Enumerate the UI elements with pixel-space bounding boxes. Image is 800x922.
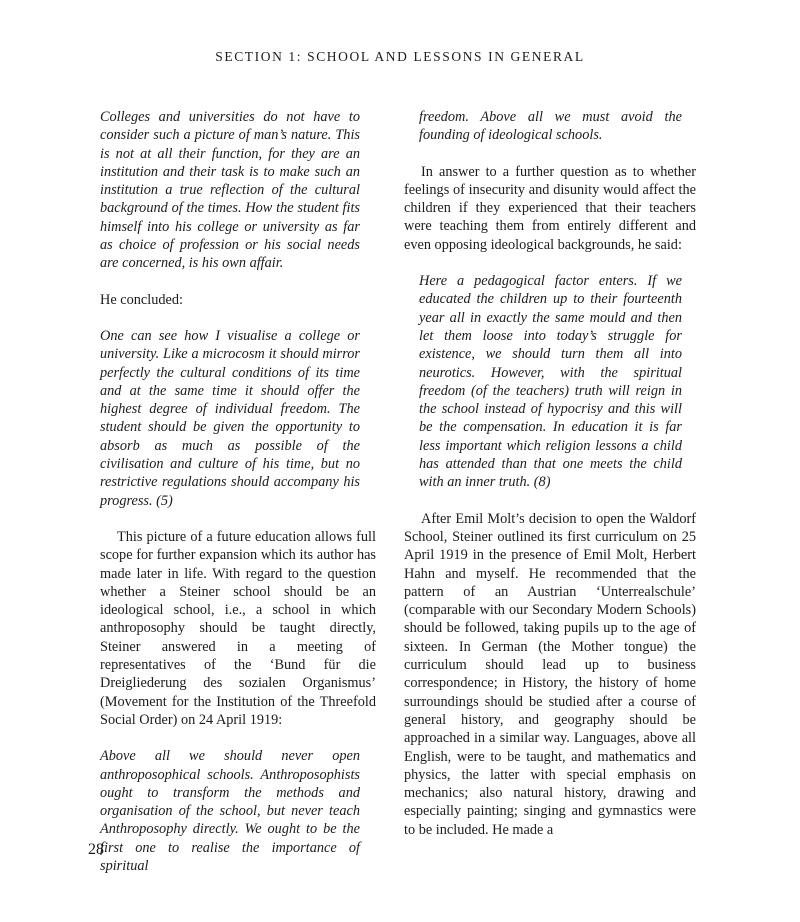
page-number: 28: [88, 841, 104, 858]
running-header: SECTION 1: SCHOOL AND LESSONS IN GENERAL: [215, 49, 585, 64]
paragraph: After Emil Molt’s decision to open the Waldorf School, Steiner outlined its first curriculum on 25 April 1919 in the presence of Emil Molt, Herbert Hahn and myself. He recommended that the pattern of an Austrian ‘Unterrealschule’ (comparable with our Secondary Modern Schools) should be followed, taking pupils up to the age of sixteen. In German (the Mother tongue) the curriculum should lead up to business correspondence; in History, the history of home surroundings should be studied after a course of general history, and geography should be approached in a similar way. Languages, above all English, were to be taught, and mathematics and physics, the latter with special emphasis on mechanics; also natural history, drawing and especially painting; singing and gymnastics were to be included. He made a: [404, 510, 696, 838]
left-column: [100, 108, 376, 875]
right-column: [404, 108, 696, 839]
paragraph: In answer to a further question as to whether feelings of insecurity and disunity would affect the children if they experienced that their teachers were teaching them from entirely different and even opposing ideological backgrounds, he said:: [404, 163, 696, 253]
block-quote: Above all we should never open anthroposophical schools. Anthroposophists ought to transform the methods and organisation of the school, but never teach Anthroposophy directly. We ought to be the first one to realise the importance of spiritual: [100, 748, 360, 874]
block-quote: Here a pedagogical factor enters. If we educated the children up to their fourteenth year all in exactly the same mould and then let them loose into today’s struggle for existence, we should turn them all into neurotics. However, with the spiritual freedom (of the teachers) truth will reign in the school instead of hypocrisy and this will be the compensation. In education it is far less important which religion lessons a child has attended than that one meets the child with an inner truth. (8): [419, 273, 682, 491]
block-quote: One can see how I visualise a college or university. Like a microcosm it should mirror perfectly the cultural conditions of its time and at the same time it should offer the highest degree of individual freedom. The student should be given the opportunity to absorb as much as possible of the civilisation and culture of his time, but no restrictive regulations should accompany his progress. (5): [100, 327, 360, 509]
paragraph: This picture of a future education allows full scope for further expansion which its author has made later in life. With regard to the question whether a Steiner school should be an ideological school, i.e., a school in which anthroposophy should be taught directly, Steiner answered in a meeting of representatives of the ‘Bund für die Dreigliederung des sozialen Organismus’ (Movement for the Institution of the Threefold Social Order) on 24 April 1919:: [100, 528, 376, 728]
block-quote: freedom. Above all we must avoid the founding of ideological schools.: [419, 109, 682, 144]
block-quote: Colleges and universities do not have to consider such a picture of man’s nature. This is not at all their function, for they are an institution and their task is to make such an institution a true reflection of the cultural background of the times. How the student fits himself into his college or university as far as choice of profession or his social needs are concerned, is his own affair.: [100, 109, 360, 272]
paragraph: He concluded:: [100, 291, 183, 308]
